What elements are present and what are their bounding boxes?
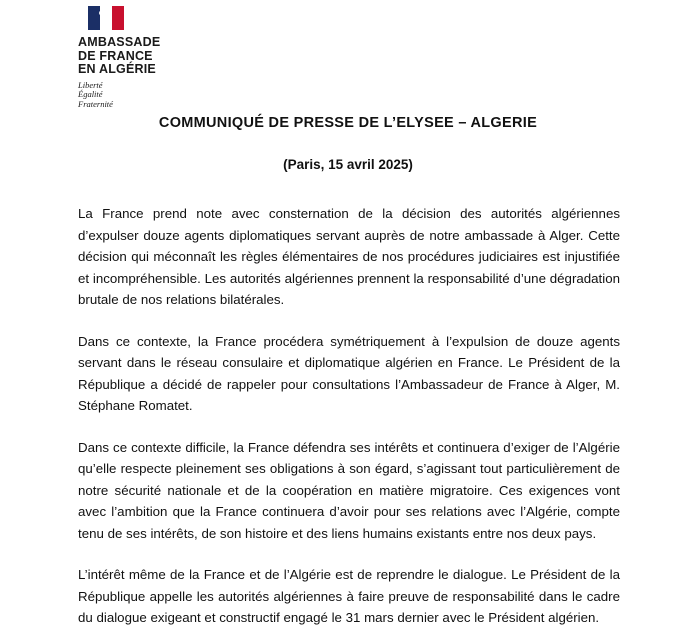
paragraph: Dans ce contexte difficile, la France défendra ses intérêts et continuera d’exiger de l’Algérie qu’elle respecte pleinement ses obligations à son égard, s’agissant tout particulièrement de notre sécurité nationale et de la coopération en matière migratoire. Ces exigences vont avec l’ambition que la France continuera d’avoir pour ses relations avec l’Algérie, compte tenu de ses intérêts, de son histoire et des liens humains existants entre nos deux pays.: [78, 439, 620, 541]
organisation-line-3: EN ALGÉRIE: [78, 62, 156, 76]
marianne-profile-icon: [101, 9, 112, 26]
page-title: COMMUNIQUÉ DE PRESSE DE L’ELYSEE – ALGERIE: [158, 115, 538, 131]
organisation-line-2: DE FRANCE: [78, 48, 153, 63]
republic-motto: [78, 81, 338, 110]
paragraph: Dans ce contexte, la France procédera symétriquement à l’expulsion de douze agents servant dans le réseau consulaire et diplomatique algérien en France. Le Président de la République a décidé de rappeler pour consultations l’Ambassadeur de France à Alger, M. Stéphane Romatet.: [78, 333, 620, 413]
paragraph: L’intérêt même de la France et de l’Algérie est de reprendre le dialogue. Le Président de la République appelle les autorités algériennes à faire preuve de responsabilité dans le cadre du dialogue exigeant et constructif engagé le 31 mars dernier avec le Président algérien.: [78, 567, 620, 625]
paragraph: La France prend note avec consternation de la décision des autorités algériennes d’expulser douze agents diplomatiques servant auprès de notre ambassade à Alger. Cette décision qui méconnaît les règles élémentaires de nos procédures judiciaires est injustifiée et incompréhensible. Les autorités algériennes prennent la responsabilité d’une dégradation brutale de nos relations bilatérales.: [78, 206, 620, 307]
motto-line-3: Fraternité: [78, 98, 113, 109]
organisation-name: [78, 36, 338, 77]
document-body: [78, 203, 620, 629]
motto-line-2: Égalité: [78, 89, 103, 99]
organisation-line-1: AMBASSADE: [78, 35, 161, 49]
letterhead: [78, 6, 338, 109]
motto-line-1: Liberté: [78, 79, 103, 90]
french-flag-marianne-icon: [88, 6, 124, 34]
document-date: (Paris, 15 avril 2025): [283, 157, 413, 172]
